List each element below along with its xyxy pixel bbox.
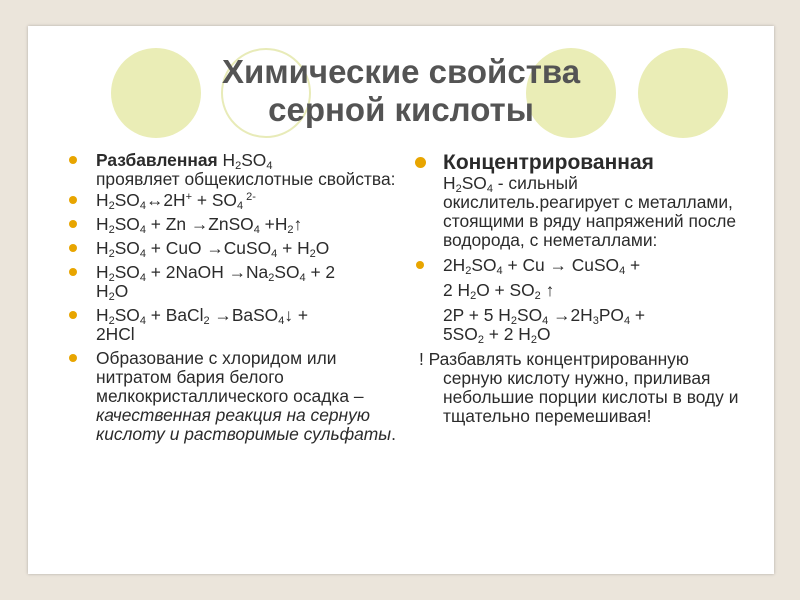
bullet-icon [69,311,77,319]
list-item-equation: $2H_2SO_4 + Cu$ → CuSO$_4$ + [413,256,743,275]
title-line-1: Химические свойства [221,53,581,90]
list-item-equation: $H_2SO_4 + Zn$ →ZnSO$_4$ $+H_2↑$ [66,215,396,234]
equation-phosphorus: 2P + 5 $H_2SO_4 \to 2H_3PO_4$ + $5SO_2 + 2$ $H_2O$ [443,305,646,346]
list-item-equation: $H_2SO_4$ + CuO →CuSO$_4$ + $H_2O$ [66,239,396,258]
dilute-description: проявляет общекислотные свойства: [96,169,396,189]
bullet-icon [69,196,77,204]
title-line-2: серной кислоты [268,91,534,128]
dilute-label: Разбавленная [96,150,218,170]
bullet-icon [69,268,77,276]
bullet-icon [69,156,77,164]
left-column [66,151,396,444]
concentrated-heading: Концентрированная [443,151,654,174]
list-item-dilute-intro: Разбавленная $H_2SO_4$ проявляет общекислотные свойства: [66,151,396,189]
bullet-icon [416,261,424,269]
right-column [413,151,743,426]
bullet-icon [69,220,77,228]
list-item-concentrated-intro: Концентрированная $H_2SO_4$ - сильный окислитель.реагирует с металлами, стоящими в ряду напряжений после водорода, с неметаллами: [413,151,743,250]
list-item-equation: $H_2SO_4\leftrightarrow 2H^+ + SO_4$ $^{2-}$ [66,191,396,210]
list-item-qualitative-reaction: Образование с хлоридом или нитратом бария белого мелкокристаллического осадка – качественная реакция на серную кислоту и растворимые сульфаты. [66,349,396,444]
equation-continuation: 2 $H_2O + SO_2$ ↑ [443,280,555,302]
dilution-warning: ! Разбавлять концентрированную серную кислоту нужно, приливая небольшие порции кислоты в воду и тщательно перемешивая! [419,349,739,426]
bullet-icon [415,157,426,168]
bullet-icon [69,354,77,362]
list-item-equation: $H_2SO_4$ + BaCl$_2$ →BaSO$_4$↓ + 2HCl [66,306,396,344]
slide [28,26,774,574]
slide-title [28,53,774,129]
bullet-icon [69,244,77,252]
list-item-equation: $H_2SO_4$ + 2NaOH $\to Na_2SO_4 + 2$ $H_2O$ [66,263,396,301]
